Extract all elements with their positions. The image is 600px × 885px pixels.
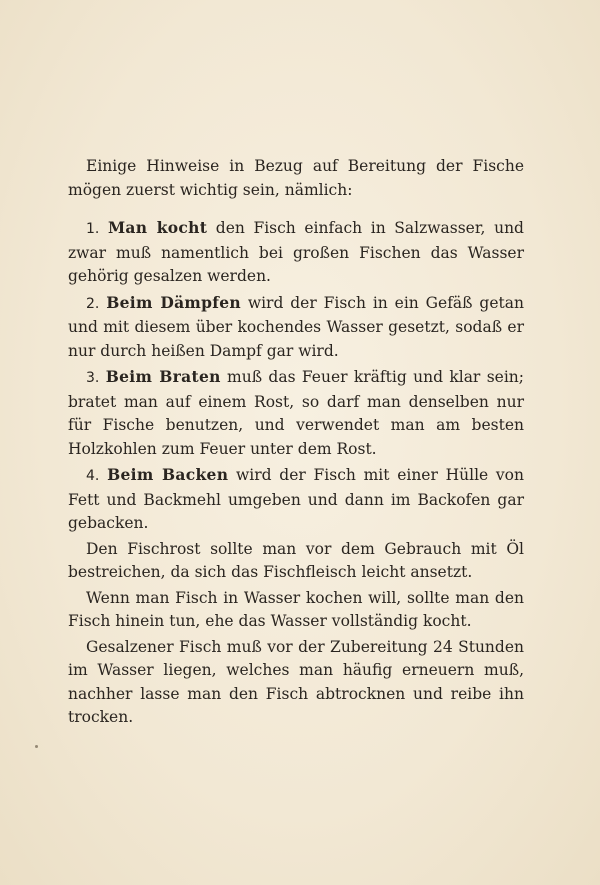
page-text (68, 155, 524, 732)
instruction-item-3 (68, 365, 524, 461)
instruction-item-2 (68, 291, 524, 364)
item-number: 1. (86, 221, 100, 237)
instruction-item-1 (68, 216, 524, 289)
item-text: den Fisch einfach in Salzwasser, und zwar muß namentlich bei großen Fischen das Wasser gehörig gesalzen werden. (68, 219, 524, 285)
item-text: wird der Fisch mit einer Hülle von Fett und Backmehl umgeben und dann im Backofen gar gebacken. (68, 466, 524, 532)
paper-speck (35, 745, 38, 748)
body-paragraph-gesalzener-fisch: Gesalzener Fisch muß vor der Zubereitung 24 Stunden im Wasser liegen, welches man häufig erneuern muß, nachher lasse man den Fisch abtrocknen und reibe ihn trocken. (68, 637, 524, 726)
item-heading: Beim Dämpfen (106, 292, 241, 312)
item-heading: Beim Backen (107, 465, 229, 484)
instruction-item-4 (68, 463, 524, 536)
item-number: 3. (86, 370, 100, 386)
item-number: 2. (86, 295, 100, 312)
item-heading: Beim Braten (105, 367, 221, 386)
item-text: muß das Feuer kräftig und klar sein; bratet man auf einem Rost, so darf man denselben nur für Fische benutzen, und verwendet man am besten Holzkohlen zum Feuer unter dem Rost. (68, 368, 524, 458)
body-paragraph-kochen: Wenn man Fisch in Wasser kochen will, sollte man den Fisch hinein tun, ehe das Wasser vollständig kocht. (68, 588, 524, 630)
intro-paragraph: Einige Hinweise in Bezug auf Bereitung der Fische mögen zuerst wichtig sein, nämlich: (68, 157, 524, 199)
item-number: 4. (86, 468, 100, 484)
item-text: wird der Fisch in ein Gefäß getan und mit diesem über kochendes Wasser gesetzt, sodaß er nur durch heißen Dampf gar wird. (68, 293, 524, 360)
item-heading: Man kocht (107, 218, 208, 237)
body-paragraph-fischrost: Den Fischrost sollte man vor dem Gebrauch mit Öl bestreichen, da sich das Fischfleisch leicht ansetzt. (68, 539, 524, 581)
